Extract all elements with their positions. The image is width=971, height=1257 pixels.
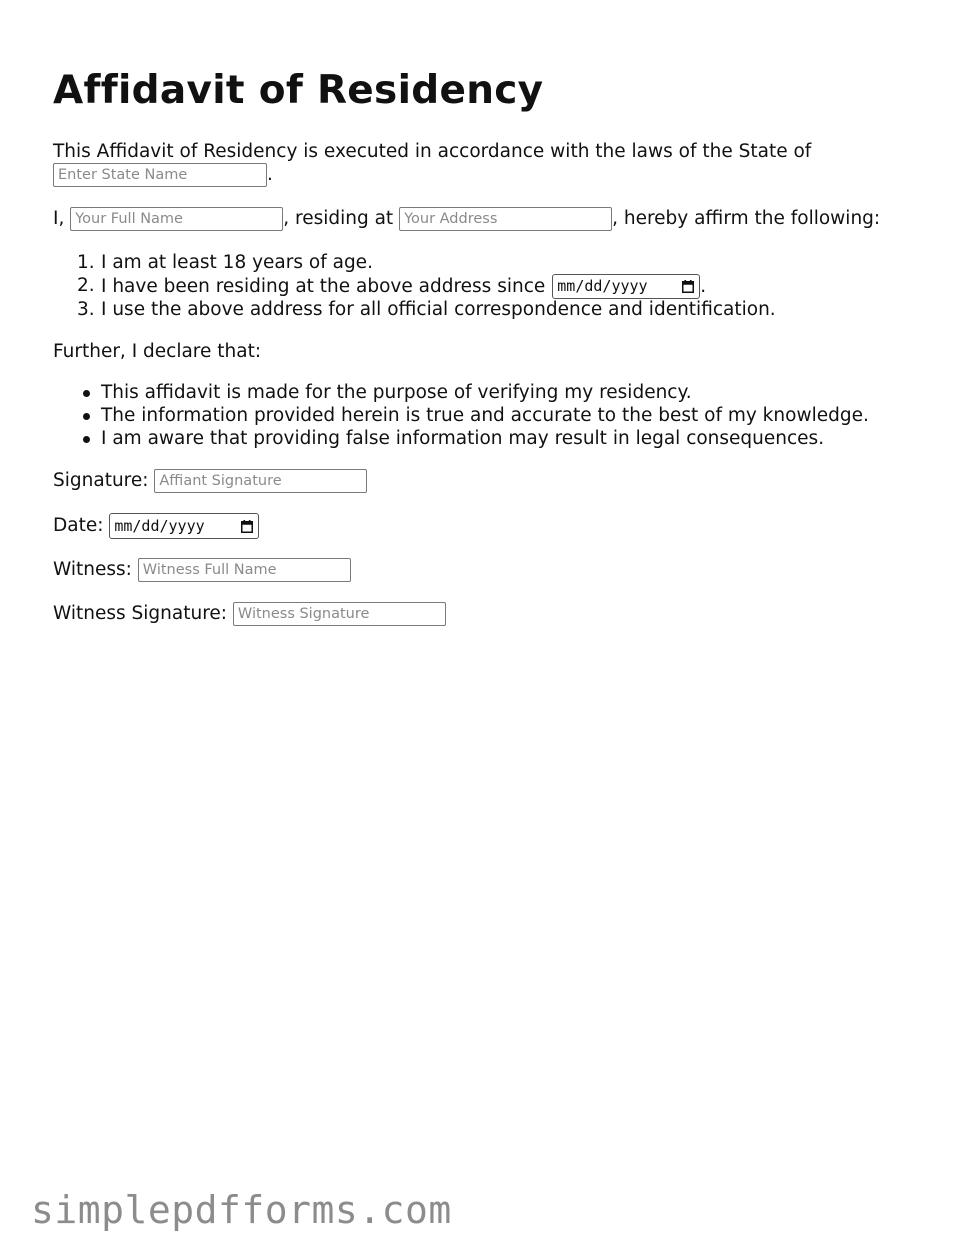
list-item-text: I use the above address for all official correspondence and identification. (101, 299, 776, 320)
affiant-signature-input[interactable]: Affiant Signature (154, 469, 367, 493)
calendar-icon[interactable] (241, 520, 253, 533)
intro-state-line (53, 163, 273, 187)
calendar-icon[interactable] (682, 280, 694, 293)
witness-signature-input[interactable]: Witness Signature (233, 602, 446, 626)
bullet-icon (83, 390, 90, 397)
signature-row (53, 469, 367, 493)
list-item-text-with-date (101, 274, 706, 299)
affirm-prefix: I, (53, 208, 65, 229)
address-input[interactable]: Your Address (399, 207, 612, 231)
intro-paragraph (53, 140, 811, 163)
date-label: Date: (53, 515, 104, 536)
date-placeholder: mm/dd/yyyy (557, 277, 648, 295)
list-item-number: 2. (77, 275, 95, 296)
list-item-number: 1. (77, 252, 95, 273)
bullet-icon (83, 436, 90, 443)
watermark-text: simplepdfforms.com (31, 1188, 452, 1232)
list-item-number: 3. (77, 299, 95, 320)
witness-label: Witness: (53, 559, 132, 580)
bullet-icon (83, 413, 90, 420)
list-item-text: This affidavit is made for the purpose of verifying my residency. (101, 382, 692, 403)
list-item-text: I am at least 18 years of age. (101, 252, 373, 273)
date-input[interactable] (109, 513, 259, 539)
full-name-input[interactable]: Your Full Name (70, 207, 283, 231)
state-name-input[interactable]: Enter State Name (53, 163, 267, 187)
affirm-residing-text: , residing at (283, 208, 394, 229)
page-title: Affidavit of Residency (53, 68, 544, 113)
witness-signature-row (53, 602, 446, 626)
date-placeholder: mm/dd/yyyy (114, 516, 205, 535)
witness-row (53, 558, 351, 582)
list-item-text: The information provided herein is true and accurate to the best of my knowledge. (101, 405, 869, 426)
intro-text: This Affidavit of Residency is executed in accordance with the laws of the State of (53, 141, 812, 162)
affirm-suffix: , hereby affirm the following: (612, 208, 881, 229)
affirm-line (53, 207, 880, 231)
list-item-text: I am aware that providing false information may result in legal consequences. (101, 428, 825, 449)
residing-since-date-input[interactable] (552, 274, 700, 299)
date-row (53, 513, 259, 539)
list-item-text: I have been residing at the above address since (101, 276, 546, 297)
list-item-end: . (700, 276, 707, 297)
signature-label: Signature: (53, 470, 149, 491)
further-heading: Further, I declare that: (53, 341, 262, 362)
witness-signature-label: Witness Signature: (53, 603, 228, 624)
intro-period: . (267, 164, 273, 185)
witness-name-input[interactable]: Witness Full Name (138, 558, 351, 582)
